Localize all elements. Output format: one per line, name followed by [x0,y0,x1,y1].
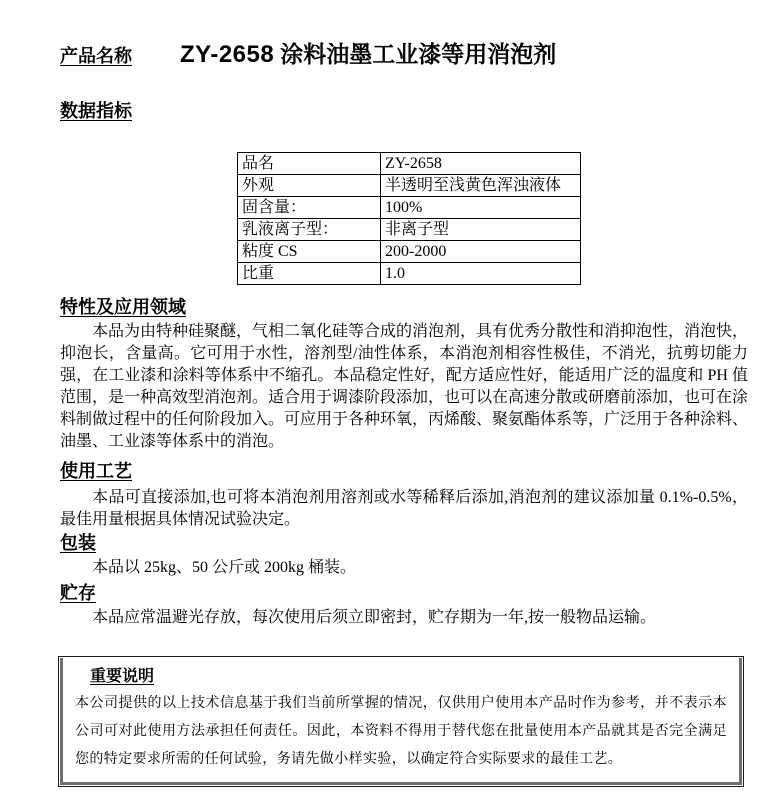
spec-table [237,152,581,285]
spec-label-cell: 外观 [238,175,381,197]
spec-value-cell: ZY-2658 [381,153,581,175]
table-row [238,153,581,175]
section-heading-storage: 贮存 [60,583,96,603]
section-heading-data-indicators: 数据指标 [60,101,132,121]
title-product-text: 涂料油墨工业漆等用消泡剂 [280,41,557,67]
table-row [238,241,581,263]
spec-value-cell: 200-2000 [381,241,581,263]
notice-paragraph: 本公司提供的以上技术信息基于我们当前所掌握的情况，仅供用户使用本产品时作为参考，并不表示本公司可对此使用方法承担任何责任。因此，本资料不得用于替代您在批量使用本产品就其是否完全满足您的特定要求所需的任何试验，务请先做小样实验，以确定符合实际要求的最佳工艺。 [75,696,727,767]
storage-paragraph: 本品应常温避光存放，每次使用后须立即密封，贮存期为一年,按一般物品运输。 [92,609,657,626]
section-heading-features: 特性及应用领域 [60,297,186,317]
page-title [180,36,556,69]
table-row [238,263,581,285]
spec-label-cell: 粘度 CS [238,241,381,263]
spec-label-cell: 固含量： [238,197,381,219]
spec-value-cell: 1.0 [381,263,581,285]
section-heading-packaging: 包装 [60,533,96,553]
usage-paragraph: 本品可直接添加,也可将本消泡剂用溶剂或水等稀释后添加,消泡剂的建议添加量 0.1%-0.5%，最佳用量根据具体情况试验决定。 [60,489,748,528]
spec-label-cell: 乳液离子型： [238,219,381,241]
important-notice-box [58,656,744,787]
section-heading-usage: 使用工艺 [60,461,132,481]
important-notice-inner [60,658,742,785]
spec-label-cell: 比重 [238,263,381,285]
spec-label-cell: 品名 [238,153,381,175]
product-name-label: 产品名称 [60,46,132,66]
table-row [238,175,581,197]
table-row [238,219,581,241]
spec-value-cell: 非离子型 [381,219,581,241]
packaging-paragraph: 本品以 25kg、50 公斤或 200kg 桶装。 [92,559,357,576]
spec-value-cell: 半透明至浅黄色浑浊液体 [381,175,581,197]
title-model-number: ZY-2658 [180,41,275,68]
notice-heading: 重要说明 [90,668,155,685]
spec-value-cell: 100% [381,197,581,219]
features-paragraph: 本品为由特种硅聚醚，气相二氧化硅等合成的消泡剂，具有优秀分散性和消抑泡性，消泡快，抑泡长，含量高。它可用于水性，溶剂型/油性体系，本消泡剂相容性极佳，不消光，抗剪切能力强，在工业漆和涂料等体系中不缩孔。本品稳定性好，配方适应性好，能适用广泛的温度和 PH 值范围，是一种高效型消泡剂。适合用于调漆阶段添加，也可以在高速分散或研磨前添加，也可在涂料制做过程中的任何阶段加入。可应用于各种环氧，丙烯酸、聚氨酯体系等，广泛用于各种涂料、油墨、工业漆等体系中的消泡。 [60,323,749,450]
table-row [238,197,581,219]
product-header [60,36,748,69]
